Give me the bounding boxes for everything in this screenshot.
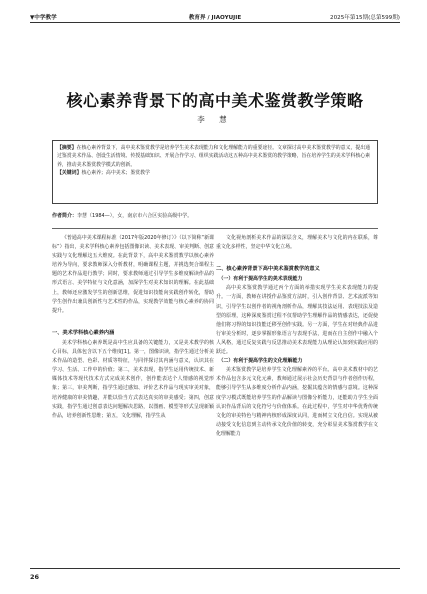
abstract-label: 【摘要】 [57, 145, 77, 151]
page-number: 26 [30, 573, 40, 581]
author-bio-label: 作者简介： [52, 213, 78, 219]
journal-section: ▼中学教学 [30, 15, 57, 21]
bio-rule [52, 228, 378, 229]
section-heading-2: 二、核心素养背景下高中美术鉴赏教学的意义 [216, 266, 320, 273]
journal-name: 教育界 / JIAOYUJIE [188, 15, 242, 21]
abstract-text: 在核心素养背景下，高中美术鉴赏教学是培养学生美术表现能力和文化理解能力的重要途径。文章探讨高中美术鉴赏教学的意义，提出通过鉴赏美术作品、创设生活情境、传授基础知识、开展合作学习、组织实践活动这五种高中美术鉴赏的教学策略，旨在培养学生的美术学科核心素养，推动美术鉴赏教学模式的创新。 [57, 145, 371, 168]
author-name: 李 慧 [197, 115, 233, 124]
subsection-heading-1: （一）有利于提高学生的美术表现能力 [218, 276, 303, 283]
footer-rule [30, 568, 400, 569]
intro-paragraph: 《普通高中美术课程标准（2017年版2020年修订）》（以下简称“新课标”）指出，美术学科核心素养包括图像识读、美术表现、审美判断、创意实践与文化理解这五大维度。在此背景下，高中美术鉴赏教学以核心素养培养为导向，要求教师深入分析教材，明确课程主题，并挑选契合课程主题的艺术作品进行教学；同时，要求教师通过引导学生多维度解读作品的形式语言、美学特征与文化意涵，加深学生对美术知识的理解。在此基础上，教师还应激发学生的创新思维，促进知识技能向实践创作转化，帮助学生创作出兼具创新性与艺术性的作品，实现教学效能与核心素养的协同提升。 [52, 235, 214, 314]
keywords [57, 169, 373, 177]
subsection-1-paragraph: 高中美术鉴赏教学通过丙个方面的举措实现学生美术表现能力的提升。一方面，教师在讲授作品鉴赏方法时，引入创作背景、艺术流派等知识，引导学生以创作者的视角剖析作品，理解其技法运用、表现技法及造型的原理，这种深度鉴赏过程不仅帮助学生理解作品的情感表达，还促使他们将习得的知识技能迁移至创作实践。另一方面，学生在对经典作品进行审美分析时，逐步掌握形象语言与表现手法，进而在自主创作中融入个人风格，通过反复实践与反思推动美术表现能力从理论认知到实践应用的跃迁。 [216, 285, 378, 356]
right-column [216, 234, 378, 439]
abstract-box [52, 140, 378, 204]
page-footer [30, 568, 400, 588]
subsection-heading-2: （二）有利于提高学生的文化理解能力 [218, 358, 303, 365]
header-rule [30, 22, 400, 23]
issue-info: 2025年第15期(总第599期) [330, 15, 400, 21]
article-title: 核心素养背景下的高中美术鉴赏教学策略 [66, 91, 364, 110]
author-bio-text: 李慧（1984—），女，南京市六合区实验高级中学。 [77, 213, 193, 219]
section-1-paragraph: 美术学科核心素养既是高中生应具备的关键能力，又是美术教学的核心目标，具体包含以下五个维度[1]。第一，图像识读，指学生通过分析美术作品的造型、色彩、材质等特征，与同伴探讨其内涵与意义，认识其在学习、生活、工作中的价值；第二，美术表现，指学生运用传统技术、新媒体技术等现代技术方式完成美术创作，创作能表达个人情感的视觉形象；第三，审美判断，指学生通过感知、评价艺术作品与现实审美对象，培养健康的审美情趣，并能以恰当方式表达真实的审美感受；第四，创意实践，指学生通过创意表达问题解决思路，以图画、模型等形式呈现新颖作品，培养创新性思维；第五，文化理解，指学生从 [52, 339, 214, 419]
subsection-2-paragraph: 美术鉴赏教学是培养学生文化理解素养的平台。高中美术教材中的艺术作品包含多元文化元素，教师通过展示社会历史背景与作者创作历程，能够引导学生从多维度分析作品内涵，挖掘其蕴含的情感与意境。这种深度学习模式既能培养学生的作品解读与图像分析能力，还能助力学生全面认识作品背后的文化符号与价值体系。在此过程中，学生对中华优秀传统文化的审美特色与精神内核形成深度认同，进而树立文化自信。实现从被动接受文化信息到主动传承文化价值的转变，充分彰显美术鉴赏教学在文化理解能力 [216, 367, 378, 437]
left-column [52, 234, 214, 421]
section-1-continued: 文化视角剖析美术作品的深层含义，理解美术与文化的内在联系，尊重文化多样性，坚定中华文化立场。 [216, 235, 378, 251]
page-header [30, 9, 400, 25]
keywords-text: 核心素养；高中美术；鉴赏教学 [81, 170, 150, 177]
abstract [57, 144, 373, 169]
author-bio [52, 212, 382, 220]
keywords-label: 【关键词】 [57, 170, 82, 177]
section-heading-1: 一、美术学科核心素养内涵 [52, 329, 115, 336]
